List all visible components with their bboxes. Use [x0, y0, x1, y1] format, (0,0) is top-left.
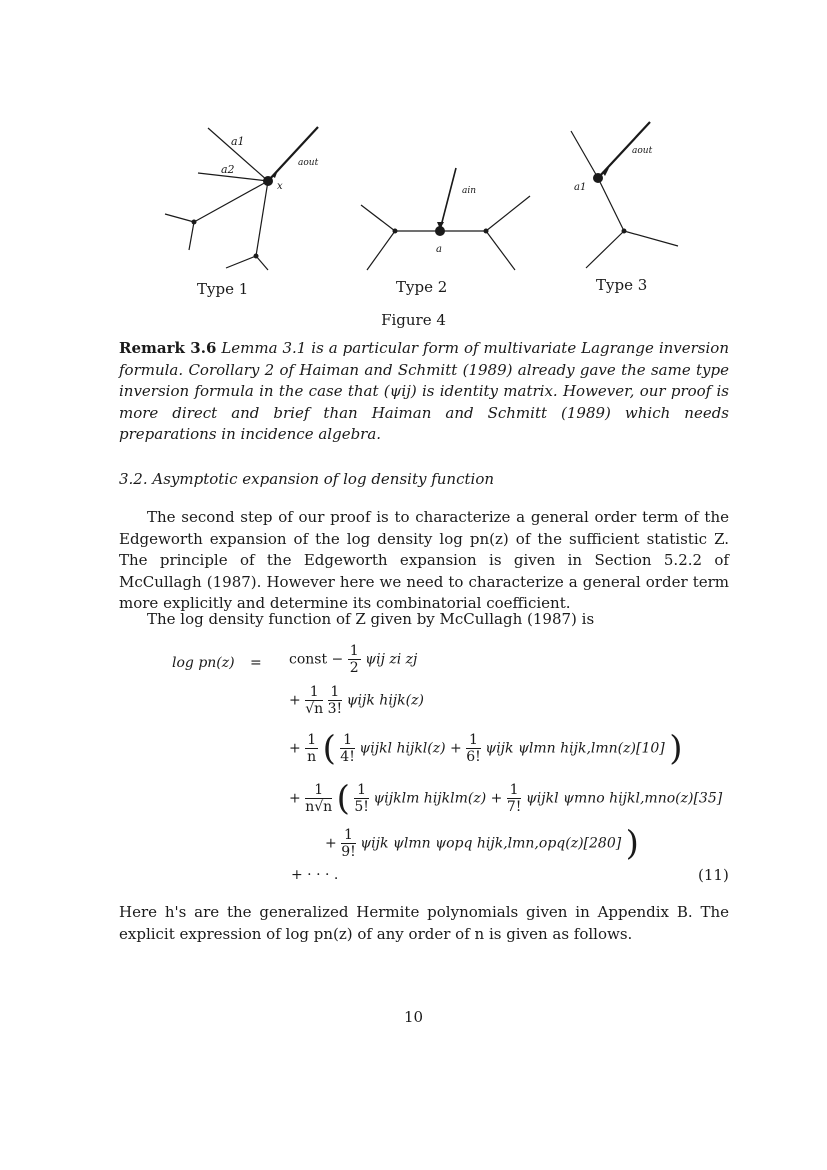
type2-edge-ain: [440, 168, 456, 230]
equation-intro: The log density function of Z given by McCullagh (1987) is: [147, 610, 595, 628]
type3-label-a1: a1: [574, 182, 587, 193]
eq-term: ψijkl ψmno hijkl,mno(z)[35]: [525, 790, 723, 807]
eq-term: ψijk ψlmn hijk,lmn(z)[10]: [485, 740, 665, 757]
type3-node: [622, 229, 627, 234]
type2-edge-r1: [486, 196, 530, 231]
type3-edge-leaf1: [586, 231, 624, 268]
equation-line-3: + $\frac{1}{n}$ ( $\frac{1}{4!}$ ψijkl hijkl(z) + $\frac{1}{6!}$ ψijk ψlmn hijk,lmn(z)[10] ): [289, 728, 683, 769]
equation-line-1: [289, 643, 417, 676]
type1-label-a2: a2: [221, 163, 235, 176]
eq-term: ψijk hijk(z): [346, 692, 424, 709]
eq-fraction-1-7fact: $\frac{1}{7!}$: [506, 782, 522, 815]
type1-node: [254, 254, 259, 259]
type2-caption: Type 2: [396, 278, 448, 296]
eq-fraction-1-6fact: $\frac{1}{6!}$: [466, 732, 481, 765]
type1-edge-down: [256, 181, 268, 256]
equation-lhs: log pn(z): [172, 655, 235, 671]
type2-label-ain: ain: [462, 186, 477, 196]
eq-term: ψijklm hijklm(z) +: [373, 790, 503, 807]
type1-label-aout: aout: [298, 158, 319, 168]
page-number: 10: [403, 1008, 424, 1026]
remark-heading: Remark 3.6: [119, 339, 217, 357]
section-heading: 3.2. Asymptotic expansion of log density function: [119, 470, 495, 488]
figure-4-graphs: [0, 0, 827, 300]
type1-edge-leftleaf2: [189, 222, 194, 250]
remark-text: Lemma 3.1 is a particular form of multivariate Lagrange inversion formula. Corollary 2 of Haiman and Schmitt (1989) already gave the same type inversion formula in the case that (ψij) is identity matrix. However, our proof is more direct and brief than Haiman and Schmitt (1989) which needs preparations in incidence algebra.: [119, 339, 729, 444]
type2-edge-l1: [361, 205, 395, 231]
equation-line-6: + · · · .: [291, 867, 339, 883]
eq-fraction-1-9fact: $\frac{1}{9!}$: [341, 827, 356, 860]
body-paragraph: Here h's are the generalized Hermite polynomials given in Appendix B. The explicit expression of log pn(z) of any order of n is given as follows.: [119, 903, 729, 943]
eq-fraction-1-nsqrtn: $\frac{1}{n√n}$: [305, 782, 333, 815]
eq-fraction-half: $\frac{1}{2}$: [349, 643, 359, 676]
type3-edge-down: [598, 178, 624, 231]
figure-caption: Figure 4: [381, 311, 446, 329]
type1-node: [192, 220, 197, 225]
type1-edge-leftleaf1: [165, 214, 194, 222]
type2-edge-l2: [367, 231, 395, 270]
eq-fraction-1-n: $\frac{1}{n}$: [307, 732, 317, 765]
remark-paragraph: [119, 338, 729, 446]
eq-fraction-1-4fact: $\frac{1}{4!}$: [340, 732, 355, 765]
body-paragraph: The second step of our proof is to characterize a general order term of the Edgeworth expansion of the log density log pn(z) of the sufficient statistic Z. The principle of the Edgeworth expansion is given in Section 5.2.2 of McCullagh (1987). However here we need to characterize a general order term more explicitly and determine its combinatorial coefficient.: [119, 508, 729, 613]
eq-fraction-1-sqrtn: $\frac{1}{√n}$: [305, 684, 324, 717]
eq-const: const −: [289, 651, 344, 668]
equation-number: (11): [698, 866, 729, 884]
type3-root-node: [593, 173, 603, 183]
type1-label-x: x: [277, 181, 283, 192]
type3-caption: Type 3: [596, 276, 648, 294]
type3-edge-leaf2: [624, 231, 678, 246]
equation-line-2: + $\frac{1}{√n}$ $\frac{1}{3!}$ ψijk hijk(z): [289, 684, 424, 717]
type2-edge-r2: [486, 231, 515, 270]
type1-caption: Type 1: [197, 280, 249, 298]
equation-line-4: + $\frac{1}{n√n}$ ( $\frac{1}{5!}$ ψijklm hijklm(z) + $\frac{1}{7!}$ ψijkl ψmno hijkl,mno(z)[35]: [289, 778, 723, 819]
eq-term: ψij zi zj: [365, 651, 418, 668]
type1-edge-downleaf1: [226, 256, 256, 268]
eq-fraction-1-5fact: $\frac{1}{5!}$: [354, 782, 369, 815]
type1-edge-left: [194, 181, 268, 222]
eq-term: ψijk ψlmn ψopq hijk,lmn,opq(z)[280]: [360, 835, 622, 852]
type2-label-a: a: [436, 244, 442, 255]
type2-node: [393, 229, 398, 234]
equation-equals: =: [250, 655, 262, 671]
equation-line-5: + $\frac{1}{9!}$ ψijk ψlmn ψopq hijk,lmn,opq(z)[280] ): [325, 823, 639, 864]
type1-root-node: [263, 176, 273, 186]
type1-label-a1: a1: [231, 135, 245, 148]
eq-term: ψijkl hijkl(z) +: [359, 740, 462, 757]
type3-edge-upleft: [571, 131, 598, 178]
type1-edge-downleaf2: [256, 256, 268, 270]
type3-label-aout: aout: [632, 146, 653, 156]
eq-fraction-1-3fact: $\frac{1}{3!}$: [327, 684, 343, 717]
type2-node: [484, 229, 489, 234]
